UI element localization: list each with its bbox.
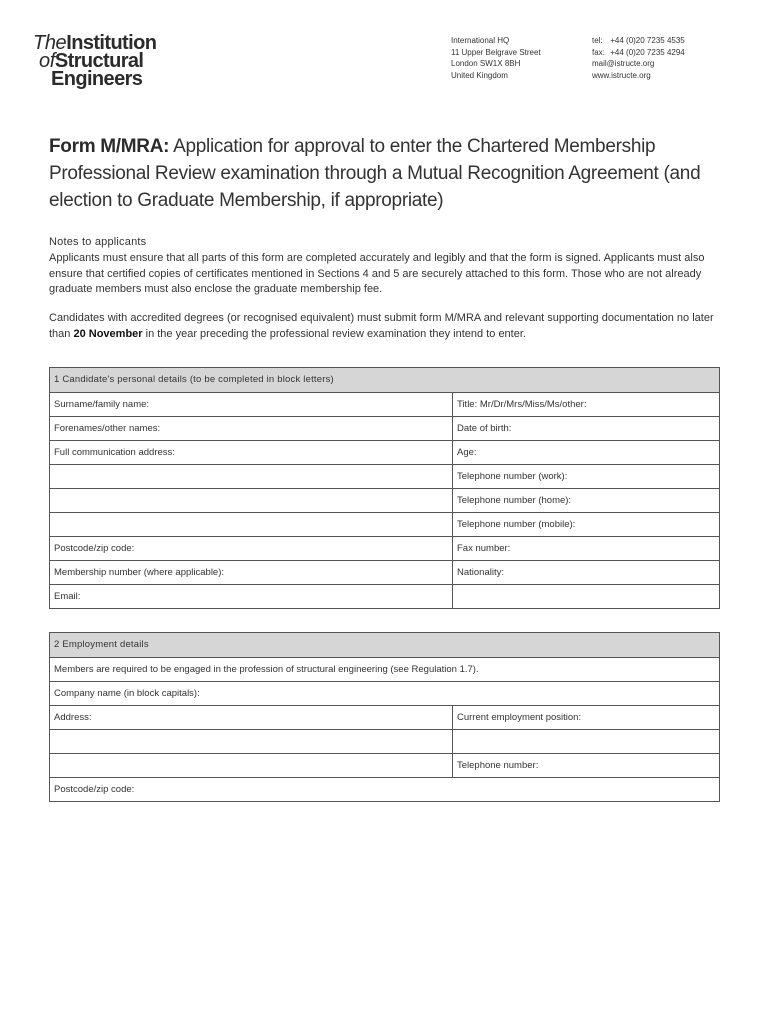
hq-address xyxy=(451,35,541,81)
nationality-field[interactable]: Nationality: xyxy=(457,567,504,578)
employer-address-line[interactable] xyxy=(50,730,453,753)
deadline-text-before: Candidates with accredited degrees (or recognised equivalent) must submit form M/MRA and relevant supporting documentation no later than xyxy=(49,312,714,340)
form-code: Form M/MRA: xyxy=(49,136,170,157)
deadline-text-after: in the year preceding the professional review examination they intend to enter. xyxy=(142,327,526,340)
address-line: 11 Upper Belgrave Street xyxy=(451,47,541,57)
address-line: United Kingdom xyxy=(451,70,508,80)
table-row xyxy=(50,440,719,464)
title-field[interactable]: Title: Mr/Dr/Mrs/Miss/Ms/other: xyxy=(457,399,587,410)
table-row xyxy=(50,681,719,705)
contact-email[interactable]: mail@istructe.org xyxy=(592,59,655,68)
section2-heading: 2 Employment details xyxy=(54,639,149,650)
page-title xyxy=(49,133,709,214)
email-field[interactable]: Email: xyxy=(50,585,453,608)
fax-number-field[interactable]: Fax number: xyxy=(457,543,511,554)
section-header xyxy=(50,368,719,392)
table-row xyxy=(50,777,719,801)
table-row xyxy=(50,753,719,777)
deadline-date: 20 November xyxy=(73,327,143,340)
table-row xyxy=(50,512,719,536)
address-field[interactable]: Full communication address: xyxy=(50,441,453,464)
empty-field[interactable] xyxy=(453,585,719,608)
age-field[interactable]: Age: xyxy=(457,447,477,458)
employment-details-table xyxy=(49,632,720,802)
logo-structural: Structural xyxy=(54,50,144,72)
section1-heading: 1 Candidate's personal details (to be completed in block letters) xyxy=(54,374,334,385)
address-line: International HQ xyxy=(451,36,510,45)
date-of-birth-field[interactable]: Date of birth: xyxy=(457,423,512,434)
address-line: London SW1X 8BH xyxy=(451,59,521,68)
table-row xyxy=(50,488,719,512)
logo-engineers: Engineers xyxy=(51,68,143,90)
table-row xyxy=(50,464,719,488)
telephone-mobile-field[interactable]: Telephone number (mobile): xyxy=(457,519,576,530)
membership-number-field[interactable]: Membership number (where applicable): xyxy=(50,561,453,584)
table-row xyxy=(50,560,719,584)
notes-heading: Notes to applicants xyxy=(49,236,147,248)
notes-paragraph: Applicants must ensure that all parts of this form are completed accurately and legibly and that the form is signed. Applicants must also ensure that certified copies of certificates mentioned in Sections 4 and 5 are securely attached to this form. Those who are not already graduate members must also enclose the graduate membership fee. xyxy=(49,252,705,295)
table-row xyxy=(50,392,719,416)
employer-postcode-field[interactable]: Postcode/zip code: xyxy=(54,784,135,795)
employer-address-field[interactable]: Address: xyxy=(50,706,453,729)
address-field-line[interactable] xyxy=(50,465,453,488)
surname-field[interactable]: Surname/family name: xyxy=(50,393,453,416)
employment-note: Members are required to be engaged in the profession of structural engineering (see Regulation 1.7). xyxy=(54,664,479,675)
employment-position-field[interactable]: Current employment position: xyxy=(457,712,582,723)
fax-number: +44 (0)20 7235 4294 xyxy=(610,47,685,57)
deadline-paragraph xyxy=(49,311,721,342)
table-row xyxy=(50,705,719,729)
forenames-field[interactable]: Forenames/other names: xyxy=(50,417,453,440)
company-name-field[interactable]: Company name (in block capitals): xyxy=(54,688,200,699)
table-row xyxy=(50,729,719,753)
telephone-home-field[interactable]: Telephone number (home): xyxy=(457,495,572,506)
logo-institution: Institution xyxy=(66,32,157,54)
institution-logo xyxy=(33,33,173,93)
form-title-text: Application for approval to enter the Chartered Membership Professional Review examination through a Mutual Recognition Agreement (and election to Graduate Membership, if appropriate) xyxy=(49,136,701,211)
logo-the: The xyxy=(33,32,67,54)
table-row xyxy=(50,536,719,560)
personal-details-table xyxy=(49,367,720,609)
employer-address-line[interactable] xyxy=(50,754,453,777)
employment-position-line[interactable] xyxy=(453,730,719,753)
table-row xyxy=(50,416,719,440)
telephone-work-field[interactable]: Telephone number (work): xyxy=(457,471,568,482)
logo-of: of xyxy=(39,50,55,72)
fax-label: fax: xyxy=(592,47,605,57)
section-header xyxy=(50,633,719,657)
address-field-line[interactable] xyxy=(50,489,453,512)
tel-label: tel: xyxy=(592,36,603,45)
postcode-field[interactable]: Postcode/zip code: xyxy=(50,537,453,560)
table-row xyxy=(50,584,719,608)
employer-telephone-field[interactable]: Telephone number: xyxy=(457,760,539,771)
contact-details xyxy=(592,35,685,81)
table-row xyxy=(50,657,719,681)
contact-website[interactable]: www.istructe.org xyxy=(592,70,651,80)
tel-number: +44 (0)20 7235 4535 xyxy=(610,36,685,45)
address-field-line[interactable] xyxy=(50,513,453,536)
